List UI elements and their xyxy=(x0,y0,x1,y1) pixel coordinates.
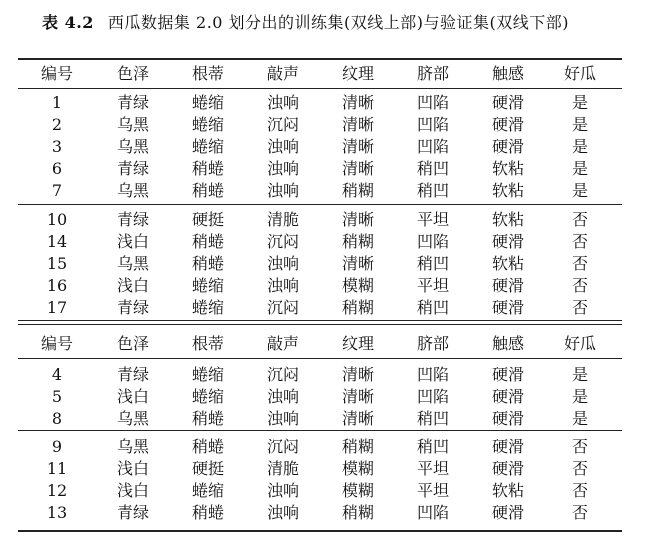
header-color: 色泽 xyxy=(116,64,150,83)
cell-touch: 软粘 xyxy=(491,181,525,200)
cell-root: 稍蜷 xyxy=(191,159,225,178)
cell-touch: 硬滑 xyxy=(491,137,525,156)
cell-navel: 稍凹 xyxy=(416,181,450,200)
cell-texture: 清晰 xyxy=(341,115,375,134)
cell-root: 硬挺 xyxy=(191,459,225,478)
header-ripe: 好瓜 xyxy=(563,334,597,353)
cell-color: 浅白 xyxy=(116,387,150,406)
cell-id: 8 xyxy=(51,409,63,428)
cell-touch: 硬滑 xyxy=(491,232,525,251)
header-texture: 纹理 xyxy=(341,334,375,353)
cell-touch: 软粘 xyxy=(491,481,525,500)
header-navel: 脐部 xyxy=(416,334,450,353)
cell-knock: 沉闷 xyxy=(266,298,300,317)
cell-navel: 平坦 xyxy=(416,210,450,229)
cell-root: 稍蜷 xyxy=(191,437,225,456)
cell-navel: 凹陷 xyxy=(416,387,450,406)
cell-touch: 软粘 xyxy=(491,159,525,178)
cell-navel: 稍凹 xyxy=(416,298,450,317)
cell-root: 蜷缩 xyxy=(191,298,225,317)
table-number: 表 4.2 xyxy=(42,13,94,32)
table-row xyxy=(0,408,645,430)
table-caption xyxy=(42,10,569,33)
cell-color: 乌黑 xyxy=(116,115,150,134)
cell-texture: 稍糊 xyxy=(341,181,375,200)
cell-navel: 凹陷 xyxy=(416,503,450,522)
cell-touch: 硬滑 xyxy=(491,298,525,317)
cell-id: 15 xyxy=(46,254,68,273)
table-row xyxy=(0,364,645,386)
cell-root: 硬挺 xyxy=(191,210,225,229)
cell-knock: 沉闷 xyxy=(266,232,300,251)
cell-color: 乌黑 xyxy=(116,137,150,156)
cell-texture: 稍糊 xyxy=(341,298,375,317)
cell-texture: 稍糊 xyxy=(341,232,375,251)
table-row xyxy=(0,114,645,136)
cell-id: 1 xyxy=(51,93,63,112)
cell-ripe: 是 xyxy=(571,137,589,156)
cell-ripe: 否 xyxy=(571,503,589,522)
group-rule xyxy=(18,204,622,205)
cell-touch: 硬滑 xyxy=(491,365,525,384)
cell-root: 蜷缩 xyxy=(191,276,225,295)
table-row xyxy=(0,480,645,502)
table-bottom-rule xyxy=(18,530,622,532)
cell-root: 稍蜷 xyxy=(191,409,225,428)
cell-texture: 清晰 xyxy=(341,159,375,178)
cell-ripe: 否 xyxy=(571,254,589,273)
cell-root: 稍蜷 xyxy=(191,254,225,273)
cell-touch: 硬滑 xyxy=(491,276,525,295)
cell-knock: 浊响 xyxy=(266,387,300,406)
cell-navel: 凹陷 xyxy=(416,115,450,134)
cell-ripe: 是 xyxy=(571,181,589,200)
cell-ripe: 否 xyxy=(571,298,589,317)
cell-touch: 硬滑 xyxy=(491,503,525,522)
cell-color: 青绿 xyxy=(116,503,150,522)
header-ripe: 好瓜 xyxy=(563,64,597,83)
table-row xyxy=(0,458,645,480)
cell-texture: 清晰 xyxy=(341,210,375,229)
table-row xyxy=(0,209,645,231)
cell-color: 浅白 xyxy=(116,481,150,500)
cell-root: 蜷缩 xyxy=(191,93,225,112)
cell-id: 12 xyxy=(46,481,68,500)
cell-id: 7 xyxy=(51,181,63,200)
cell-root: 稍蜷 xyxy=(191,503,225,522)
cell-ripe: 否 xyxy=(571,232,589,251)
cell-navel: 凹陷 xyxy=(416,365,450,384)
cell-id: 16 xyxy=(46,276,68,295)
cell-root: 蜷缩 xyxy=(191,481,225,500)
cell-knock: 浊响 xyxy=(266,181,300,200)
cell-knock: 浊响 xyxy=(266,254,300,273)
cell-knock: 浊响 xyxy=(266,93,300,112)
table-row xyxy=(0,180,645,202)
cell-navel: 平坦 xyxy=(416,459,450,478)
cell-color: 浅白 xyxy=(116,276,150,295)
cell-knock: 沉闷 xyxy=(266,115,300,134)
cell-navel: 凹陷 xyxy=(416,93,450,112)
cell-color: 乌黑 xyxy=(116,254,150,273)
cell-texture: 清晰 xyxy=(341,365,375,384)
cell-texture: 稍糊 xyxy=(341,503,375,522)
cell-knock: 沉闷 xyxy=(266,437,300,456)
cell-touch: 软粘 xyxy=(491,254,525,273)
header-color: 色泽 xyxy=(116,334,150,353)
header-id: 编号 xyxy=(40,64,74,83)
cell-root: 蜷缩 xyxy=(191,387,225,406)
cell-id: 6 xyxy=(51,159,63,178)
cell-root: 稍蜷 xyxy=(191,181,225,200)
cell-color: 青绿 xyxy=(116,298,150,317)
cell-ripe: 否 xyxy=(571,459,589,478)
cell-knock: 浊响 xyxy=(266,137,300,156)
cell-id: 5 xyxy=(51,387,63,406)
cell-color: 乌黑 xyxy=(116,181,150,200)
table-row xyxy=(0,158,645,180)
cell-texture: 清晰 xyxy=(341,137,375,156)
cell-ripe: 是 xyxy=(571,387,589,406)
cell-root: 蜷缩 xyxy=(191,137,225,156)
cell-root: 稍蜷 xyxy=(191,232,225,251)
header-rule xyxy=(18,358,622,359)
cell-touch: 硬滑 xyxy=(491,459,525,478)
cell-id: 3 xyxy=(51,137,63,156)
cell-texture: 清晰 xyxy=(341,387,375,406)
cell-root: 蜷缩 xyxy=(191,115,225,134)
cell-navel: 稍凹 xyxy=(416,409,450,428)
cell-ripe: 是 xyxy=(571,365,589,384)
cell-ripe: 否 xyxy=(571,481,589,500)
group-rule xyxy=(18,430,622,431)
cell-root: 蜷缩 xyxy=(191,365,225,384)
cell-navel: 稍凹 xyxy=(416,159,450,178)
split-rule-lower xyxy=(18,324,622,325)
cell-touch: 硬滑 xyxy=(491,437,525,456)
table-header-row xyxy=(0,63,645,85)
cell-color: 乌黑 xyxy=(116,409,150,428)
cell-id: 11 xyxy=(46,459,68,478)
header-rule xyxy=(18,88,622,89)
header-id: 编号 xyxy=(40,334,74,353)
table-row xyxy=(0,231,645,253)
cell-color: 青绿 xyxy=(116,365,150,384)
table-caption-text: 西瓜数据集 2.0 划分出的训练集(双线上部)与验证集(双线下部) xyxy=(107,13,570,32)
cell-color: 青绿 xyxy=(116,210,150,229)
header-knock: 敲声 xyxy=(266,334,300,353)
table-top-rule xyxy=(18,58,622,60)
header-touch: 触感 xyxy=(491,334,525,353)
cell-knock: 清脆 xyxy=(266,459,300,478)
cell-navel: 凹陷 xyxy=(416,137,450,156)
cell-ripe: 是 xyxy=(571,409,589,428)
cell-id: 14 xyxy=(46,232,68,251)
cell-knock: 浊响 xyxy=(266,276,300,295)
cell-color: 浅白 xyxy=(116,459,150,478)
cell-touch: 软粘 xyxy=(491,210,525,229)
cell-ripe: 否 xyxy=(571,437,589,456)
cell-touch: 硬滑 xyxy=(491,387,525,406)
cell-id: 10 xyxy=(46,210,68,229)
cell-color: 浅白 xyxy=(116,232,150,251)
cell-knock: 沉闷 xyxy=(266,365,300,384)
table-row xyxy=(0,436,645,458)
cell-id: 13 xyxy=(46,503,68,522)
cell-id: 17 xyxy=(46,298,68,317)
cell-touch: 硬滑 xyxy=(491,115,525,134)
cell-ripe: 否 xyxy=(571,276,589,295)
table-header-row xyxy=(0,333,645,355)
table-row xyxy=(0,275,645,297)
cell-texture: 模糊 xyxy=(341,459,375,478)
cell-knock: 清脆 xyxy=(266,210,300,229)
cell-id: 9 xyxy=(51,437,63,456)
cell-id: 4 xyxy=(51,365,63,384)
header-root: 根蒂 xyxy=(191,334,225,353)
table-row xyxy=(0,386,645,408)
cell-touch: 硬滑 xyxy=(491,409,525,428)
cell-knock: 浊响 xyxy=(266,481,300,500)
header-knock: 敲声 xyxy=(266,64,300,83)
header-root: 根蒂 xyxy=(191,64,225,83)
cell-ripe: 是 xyxy=(571,115,589,134)
cell-color: 青绿 xyxy=(116,93,150,112)
header-touch: 触感 xyxy=(491,64,525,83)
cell-navel: 平坦 xyxy=(416,276,450,295)
cell-touch: 硬滑 xyxy=(491,93,525,112)
cell-texture: 模糊 xyxy=(341,481,375,500)
cell-navel: 平坦 xyxy=(416,481,450,500)
split-rule-upper xyxy=(18,320,622,321)
cell-ripe: 是 xyxy=(571,93,589,112)
cell-knock: 浊响 xyxy=(266,503,300,522)
cell-texture: 稍糊 xyxy=(341,437,375,456)
header-texture: 纹理 xyxy=(341,64,375,83)
cell-knock: 浊响 xyxy=(266,409,300,428)
cell-knock: 浊响 xyxy=(266,159,300,178)
cell-color: 乌黑 xyxy=(116,437,150,456)
cell-ripe: 否 xyxy=(571,210,589,229)
table-row xyxy=(0,136,645,158)
header-navel: 脐部 xyxy=(416,64,450,83)
cell-navel: 稍凹 xyxy=(416,437,450,456)
cell-texture: 清晰 xyxy=(341,93,375,112)
table-row xyxy=(0,253,645,275)
cell-texture: 清晰 xyxy=(341,409,375,428)
table-row xyxy=(0,502,645,524)
table-row xyxy=(0,297,645,319)
cell-color: 青绿 xyxy=(116,159,150,178)
cell-navel: 稍凹 xyxy=(416,254,450,273)
cell-texture: 模糊 xyxy=(341,276,375,295)
cell-ripe: 是 xyxy=(571,159,589,178)
cell-id: 2 xyxy=(51,115,63,134)
table-row xyxy=(0,92,645,114)
cell-navel: 凹陷 xyxy=(416,232,450,251)
cell-texture: 清晰 xyxy=(341,254,375,273)
